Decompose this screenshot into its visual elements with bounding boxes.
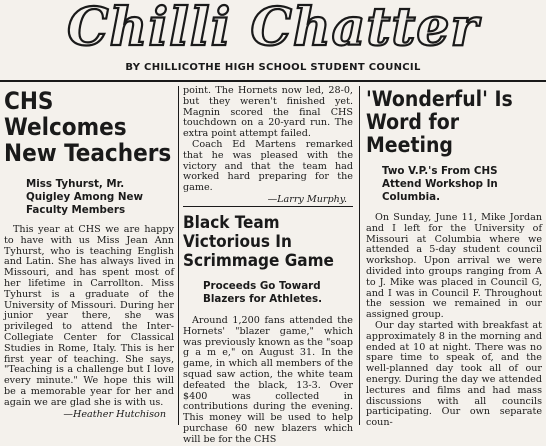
game-continued-paragraph: point. The Hornets now led, 28-0, but they weren't finished yet. Magnin scored the final CHS touchdown on a 20-yard run. The extra point attempt failed. [183, 85, 353, 140]
workshop-paragraph: On Sunday, June 11, Mike Jordan and I left for the University of Missouri at Columbia where we attended a 5-day student council workshop. Upon arrival we were divided into groups ranging from A to J. Mike was placed in Council G, and I was in Council F. Throughout the session we remained in our assigned group. [366, 212, 542, 321]
newspaper-subtitle: BY CHILLICOTHE HIGH SCHOOL STUDENT COUNCIL [125, 62, 421, 73]
column-divider [178, 86, 179, 425]
column-divider [359, 86, 360, 425]
teachers-headline: CHS Welcomes New Teachers [4, 87, 172, 167]
newspaper-title: Chilli Chatter [67, 0, 479, 58]
teachers-byline: —Heather Hutchison [63, 408, 166, 420]
workshop-deck: Two V.P.'s From CHS Attend Workshop In Columbia. [382, 165, 498, 203]
teachers-deck: Miss Tyhurst, Mr. Quigley Among New Faculty Members [26, 178, 143, 216]
masthead [0, 0, 546, 88]
game-continued-article [183, 86, 353, 205]
teachers-body [4, 225, 174, 409]
workshop-body [366, 213, 542, 429]
workshop-article [366, 88, 542, 429]
masthead-rule [0, 80, 546, 82]
teachers-article [4, 88, 174, 420]
teachers-paragraph: This year at CHS we are happy to have with us Miss Jean Ann Tyhurst, who is teaching English and Latin. She has always lived in Missouri, and has spent most of her lifetime in Carrollton. Miss Tyhurst is a graduate of the University of Missouri. During her junior year there, she was privileged to attend the Inter-Collegiate Center for Classical Studies in Rome, Italy. This is her first year of teaching. She says, "Teaching is a challenge but I love every minute." We hope this will be a memorable year for her and again we are glad she is with us. [4, 224, 174, 408]
game-continued-body [183, 86, 353, 194]
game-continued-byline: —Larry Murphy. [267, 193, 347, 205]
workshop-headline: 'Wonderful' Is Word for Meeting [366, 87, 513, 157]
black-team-deck: Proceeds Go Toward Blazers for Athletes. [203, 280, 322, 305]
game-continued-paragraph: Coach Ed Martens remarked that he was pleased with the victory and that the team had worked hard preparing for the game. [183, 138, 353, 194]
workshop-paragraph: Our day started with breakfast at approximately 8 in the morning and ended at 10 at night. There was no spare time to speak of, and the well-planned day took all of our energy. During the day we attended lectures and films and had mass discussions with all councils participating. Our own separate coun- [366, 319, 542, 429]
black-team-article [183, 214, 353, 446]
black-team-paragraph: Around 1,200 fans attended the Hornets' "blazer game," which was previously known as the "soap g a m e," on August 31. In the game, in which all members of the squad saw action, the white team defeated the black, 13-3. Over $400 was collected in contributions during the evening. This money will be used to help purchase 60 new blazers which will be for the CHS [183, 315, 353, 445]
article-divider [183, 206, 353, 207]
black-team-headline: Black Team Victorious In Scrimmage Game [183, 213, 334, 271]
black-team-body [183, 316, 353, 446]
